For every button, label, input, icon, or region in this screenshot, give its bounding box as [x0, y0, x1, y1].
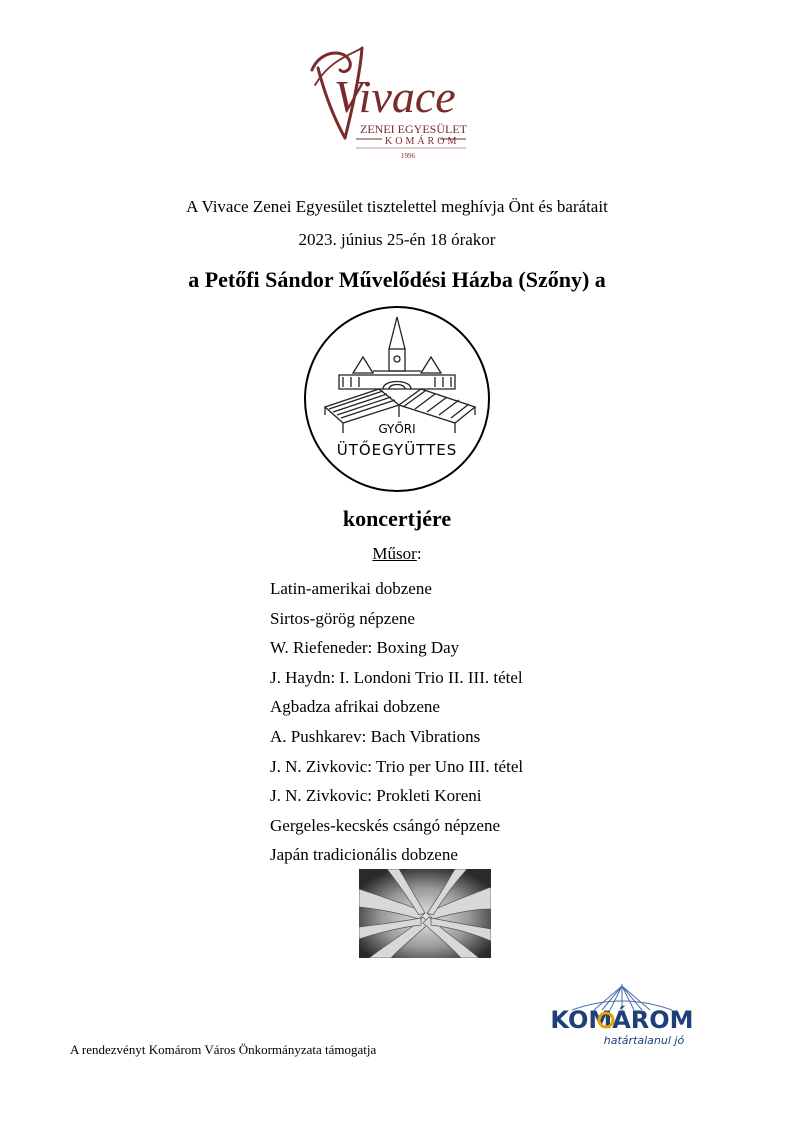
- concert-label: koncertjére: [342, 506, 452, 531]
- program-item: J. Haydn: I. Londoni Trio II. III. tétel: [270, 667, 523, 687]
- vivace-year: 1996: [401, 152, 415, 160]
- vivace-logo-graphic: [300, 40, 490, 165]
- program-heading: [0, 544, 794, 564]
- vivace-logo: [300, 40, 490, 165]
- program-item: J. N. Zivkovic: Prokleti Koreni: [270, 786, 482, 806]
- program-item: J. N. Zivkovic: Trio per Uno III. tétel: [270, 756, 524, 776]
- program-item: Latin-amerikai dobzene: [270, 579, 432, 598]
- program-heading-text: Műsor: [372, 544, 417, 563]
- program-item: Japán tradicionális dobzene: [270, 845, 458, 865]
- vivace-city: KOMÁROM: [385, 136, 460, 147]
- event-datetime: 2023. június 25-én 18 órakor: [298, 230, 496, 249]
- komarom-logo-graphic: [542, 980, 702, 1050]
- hands-photo: [359, 869, 491, 958]
- hands-photo-graphic: [359, 869, 491, 958]
- program-item: Gergeles-kecskés csángó népzene: [270, 815, 501, 835]
- program-item: Sirtos-görög népzene: [270, 608, 415, 628]
- vivace-wordmark: Vivace: [334, 71, 456, 122]
- program-item: Agbadza afrikai dobzene: [270, 697, 440, 717]
- ensemble-logo: [303, 305, 491, 493]
- program-item: W. Riefeneder: Boxing Day: [270, 638, 460, 658]
- event-venue: a Petőfi Sándor Művelődési Házba (Szőny) a: [188, 267, 606, 292]
- program-list: [270, 574, 670, 870]
- ensemble-logo-graphic: [303, 305, 491, 493]
- sponsor-note: A rendezvényt Komárom Város Önkormányzata támogatja: [70, 1042, 377, 1057]
- ensemble-name-line1: GYŐRI: [378, 422, 416, 436]
- komarom-wordmark: KOMÁROM: [550, 1006, 694, 1034]
- invitation-intro: A Vivace Zenei Egyesület tisztelettel meghívja Önt és barátait: [186, 197, 608, 216]
- vivace-subtitle: ZENEI EGYESÜLET: [360, 122, 467, 136]
- komarom-tagline: határtalanul jó: [603, 1034, 685, 1047]
- program-item: A. Pushkarev: Bach Vibrations: [270, 726, 481, 746]
- program-heading-colon: :: [416, 544, 422, 563]
- ensemble-name-line2: ÜTŐEGYÜTTES: [336, 441, 458, 459]
- komarom-logo: [542, 980, 702, 1050]
